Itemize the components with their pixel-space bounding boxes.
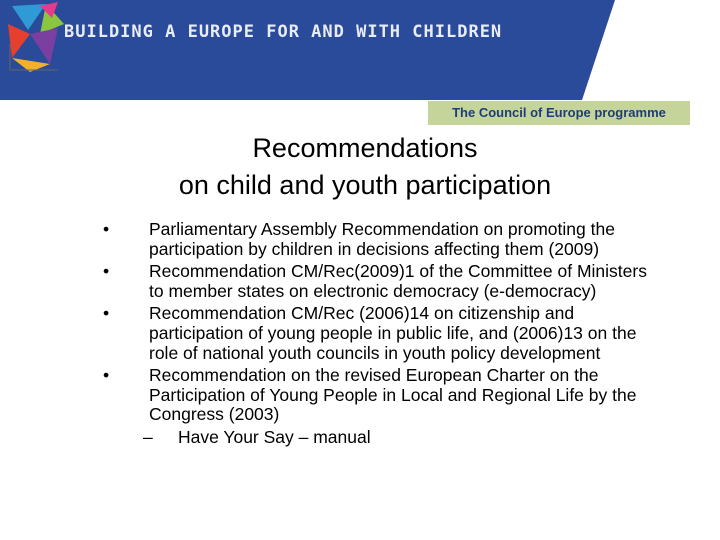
title-line-1: Recommendations xyxy=(252,133,478,163)
list-item xyxy=(0,262,659,301)
list-item-text: Recommendation CM/Rec (2006)14 on citizenship and participation of young people in public life, and (2006)13 on the role of national youth councils in youth policy development xyxy=(149,303,637,363)
bullet-icon: • xyxy=(103,219,110,239)
sub-list-item xyxy=(0,428,720,448)
slide-title xyxy=(100,130,630,204)
list-item-text: Recommendation on the revised European Charter on the Participation of Young People in Local and Regional Life by the Congress (2003) xyxy=(149,365,637,425)
banner-title: BUILDING A EUROPE FOR AND WITH CHILDREN xyxy=(64,22,503,42)
bullet-icon: • xyxy=(103,365,110,386)
sub-list-item-text: Have Your Say – manual xyxy=(178,426,371,447)
list-item-text: Recommendation CM/Rec(2009)1 of the Committee of Ministers to member states on electronic democracy (e-democracy) xyxy=(149,261,647,301)
title-line-2: on child and youth participation xyxy=(178,170,552,200)
banner-background xyxy=(0,0,720,100)
header-banner xyxy=(0,0,720,100)
programme-label: The Council of Europe programme xyxy=(428,101,690,125)
recommendations-list xyxy=(0,220,720,448)
list-item xyxy=(0,304,659,363)
bullet-icon: • xyxy=(103,261,110,282)
building-europe-children-logo-icon xyxy=(0,0,70,74)
dash-icon: – xyxy=(143,426,153,447)
bullet-icon: • xyxy=(103,303,110,324)
list-item xyxy=(0,220,659,259)
list-item xyxy=(0,366,659,425)
list-item-text: Parliamentary Assembly Recommendation on promoting the participation by children in decisions affecting them (2009) xyxy=(149,219,615,259)
